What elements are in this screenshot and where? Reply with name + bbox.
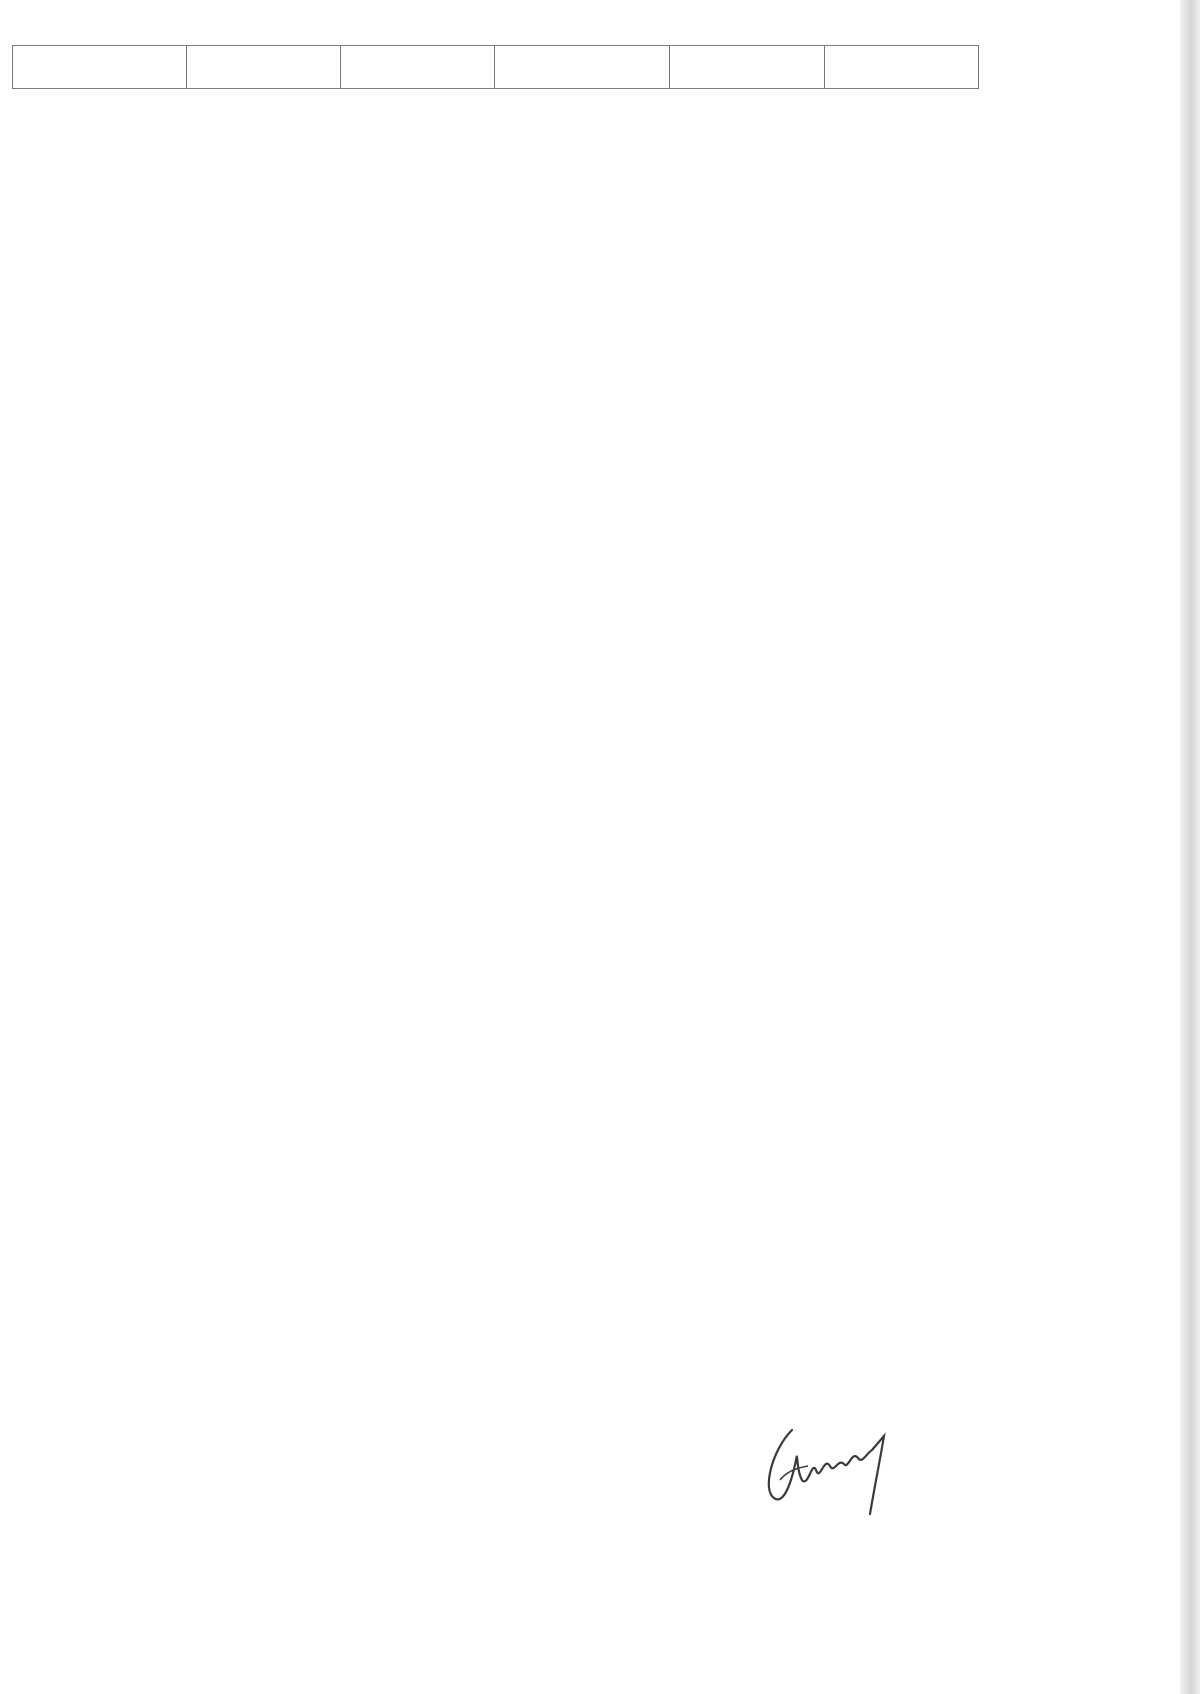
header-x-2 [825, 46, 979, 89]
header-nokta-no-1 [13, 46, 187, 89]
signature-block [742, 1380, 962, 1530]
header-x-1 [341, 46, 495, 89]
scan-edge-shadow [1180, 0, 1200, 1694]
handwritten-signature [762, 1410, 942, 1530]
header-nokta-no-2 [495, 46, 670, 89]
header-y-2 [670, 46, 825, 89]
header-y-1 [187, 46, 341, 89]
coordinate-table-header [12, 45, 979, 89]
